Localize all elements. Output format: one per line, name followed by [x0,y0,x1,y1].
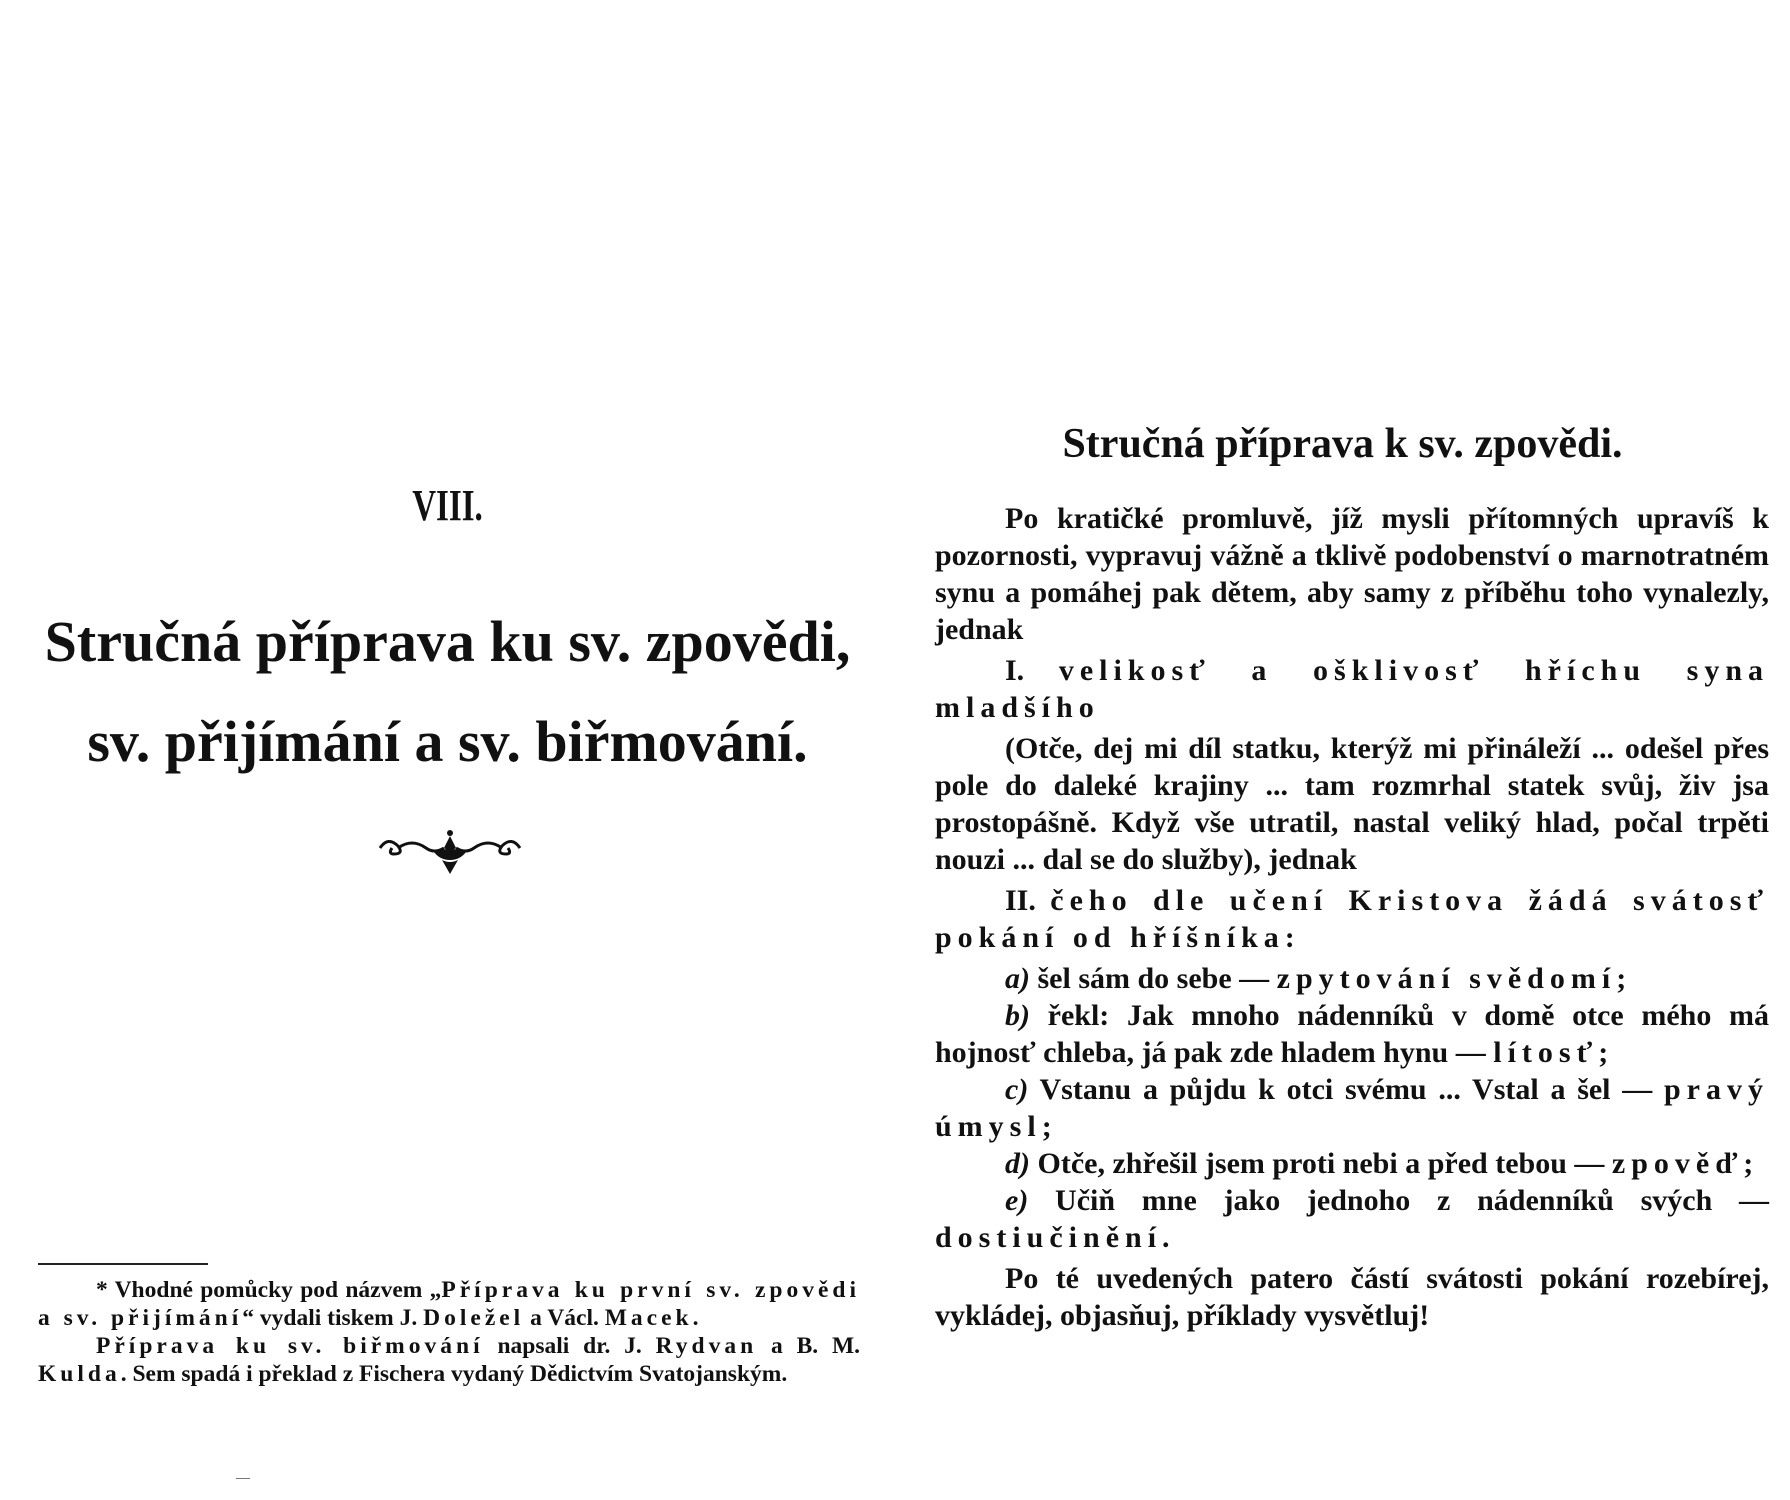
list-item: c) Vstanu a půjdu k otci svému ... Vstal a šel — pravý úmysl; [935,1073,1769,1143]
floral-ornament-icon [370,828,530,878]
chapter-title-line-2: sv. přijímání a sv. biřmování. [87,709,808,774]
story-paragraph: (Otče, dej mi díl statku, kterýž mi přináleží ... odešel přes pole do daleké krajiny ... tam rozmrhal statek svůj, živ jsa prostopášně. Když vše utratil, nastal veliký hlad, počal trpěti nouzi ... dal se do služby), jednak [935,732,1769,876]
footnote-separator [38,1263,208,1265]
list-item: e) Učiň mne jako jednoho z nádenníků svých — dostiučinění. [935,1184,1769,1254]
section-title: Stručná příprava k sv. zpovědi. [1062,421,1623,467]
closing-paragraph: Po té uvedených patero částí svátosti pokání rozebírej, vykládej, objasňuj, příklady vysvětluj! [935,1262,1769,1332]
right-page [895,0,1790,1500]
footnote-paragraph-1: * Vhodné pomůcky pod názvem „Příprava ku první sv. zpovědi a sv. přijímání“ vydali tiskem J. Doležel a Václ. Macek. [38,1277,860,1331]
list-item: a) šel sám do sebe — zpytování svědomí; [1005,962,1627,995]
footnote [38,1276,860,1388]
intro-paragraph: Po kratičké promluvě, jíž mysli přítomných upravíš k pozornosti, vypravuj vážně a tklivě podobenství o marnotratném synu a pomáhej pak dětem, aby samy z příběhu toho vynalezly, jednak [935,502,1769,646]
list-item: d) Otče, zhřešil jsem proti nebi a před tebou — zpověď; [1005,1147,1754,1180]
point-1: I. velikosť a ošklivosť hříchu syna mladšího [935,654,1769,724]
list-item: b) řekl: Jak mnoho nádenníků v domě otce mého má hojnosť chleba, já pak zde hladem hynu — lítosť; [935,999,1769,1069]
chapter-title [20,592,875,792]
chapter-number: VIII. [412,481,483,530]
print-mark [236,1478,250,1479]
chapter-title-line-1: Stručná příprava ku sv. zpovědi, [44,609,851,674]
point-2: II. čeho dle učení Kristova žádá svátosť pokání od hříšníka: [935,884,1769,954]
body-text [935,500,1769,1338]
footnote-paragraph-2: Příprava ku sv. biřmování napsali dr. J. Rydvan a B. M. Kulda. Sem spadá i překlad z Fischera vydaný Dědictvím Svatojanským. [38,1333,861,1387]
